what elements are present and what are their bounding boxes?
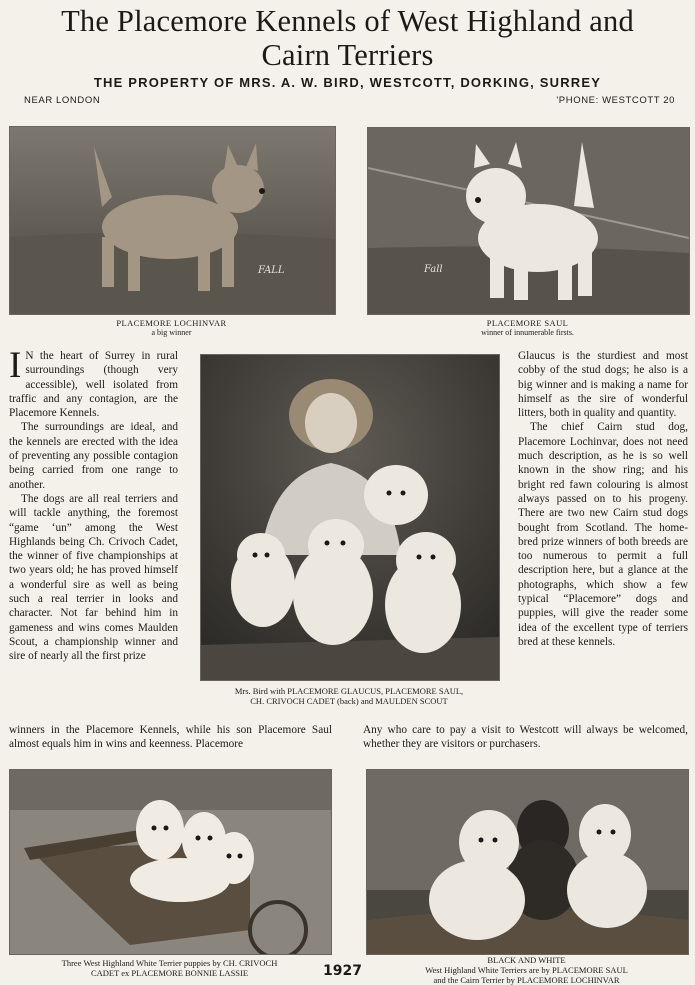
caption-sub: winner of innumerable firsts. [481,328,574,337]
paragraph-2: The surroundings are ideal, and the kennels are erected with the idea of preventing any possible contagion being carried from one range to another. [9,421,178,491]
location-note: NEAR LONDON [24,95,101,106]
photo-mrs-bird-with-dogs [200,354,500,681]
drop-cap: I [9,345,22,386]
title-line-1: The Placemore Kennels of West Highland and [61,4,634,38]
paragraph-4: Glaucus is the sturdiest and most cobby of the stud dogs; he also is a big winner and is making a name for himself as the sire of wonderful litters, both in quality and quantity. [518,350,688,420]
caption-line-1: BLACK AND WHITE [487,955,566,965]
caption-bottom-right [366,955,687,985]
paragraph-3: The dogs are all real terriers and will tackle anything, the foremost “game ‘un” among the West Highlands being Ch. Crivoch Cadet, the winner of five championships at two years old; he has proved himself a wonderful sire as well as being such a real terrier in looks and character. Not far behind him in gameness and wins comes Maulden Scout, a championship winner and sire of nearly all the first prize [9,492,178,663]
caption-top-right [367,318,688,338]
article-right-continuation: Any who care to pay a visit to Westcott will always be welcomed, whether they are visitors or purchasers. [363,724,688,751]
caption-line-2: CADET ex PLACEMORE BONNIE LASSIE [90,968,249,978]
caption-center [200,686,498,706]
paragraph-1 [9,345,178,420]
article-right-column [518,349,688,649]
caption-line-2: CH. CRIVOCH CADET (back) and MAULDEN SCOUT [250,696,448,706]
article-left-continuation: winners in the Placemore Kennels, while his son Placemore Saul almost equals him in wins and keenness. Placemore [9,724,332,751]
photo-placemore-lochinvar [9,126,336,315]
caption-bottom-left [9,958,330,978]
photo-black-and-white [366,769,689,955]
caption-name: PLACEMORE SAUL [486,318,569,328]
subtitle: THE PROPERTY OF MRS. A. W. BIRD, WESTCOTT, DORKING, SURREY [93,75,602,90]
photographer-signature: Fall [424,264,443,275]
caption-top-left [9,318,334,338]
year-label: 1927 [323,963,362,979]
photographer-signature: FALL [258,265,285,276]
caption-line-1: Mrs. Bird with PLACEMORE GLAUCUS, PLACEMORE SAUL, [234,686,464,696]
phone-note: 'PHONE: WESTCOTT 20 [556,95,675,106]
caption-line-2: West Highland White Terriers are by PLACEMORE SAUL [425,965,628,975]
page-title [0,4,695,72]
article-left-column [9,345,178,664]
paragraph-5: The chief Cairn stud dog, Placemore Lochinvar, does not need much description, as he is so well known in the show ring; and his bright red fawn colouring is almost always passed on to his progeny. There are two new Cairn stud dogs bought from Scotland. The home-bred prize winners of both breeds are too numerous to permit a full description here, but a glance at the photographs, which show a few typical “Placemore” dogs and puppies, will give the reader some idea of the excellent type of terriers bred at these kennels. [518,421,688,648]
caption-line-3: and the Cairn Terrier by PLACEMORE LOCHINVAR [433,975,620,985]
title-line-2: Cairn Terriers [261,38,434,72]
photo-puppies-wheelbarrow [9,769,332,955]
photo-placemore-saul [367,127,690,315]
caption-name: PLACEMORE LOCHINVAR [116,318,227,328]
paragraph-1-text: N the heart of Surrey in rural surroundings (though very accessible), well isolated from traffic and any contagion, are the Placemore Kennels. [9,350,178,420]
caption-line-1: Three West Highland White Terrier puppies by CH. CRIVOCH [61,958,278,968]
caption-sub: a big winner [151,328,192,337]
